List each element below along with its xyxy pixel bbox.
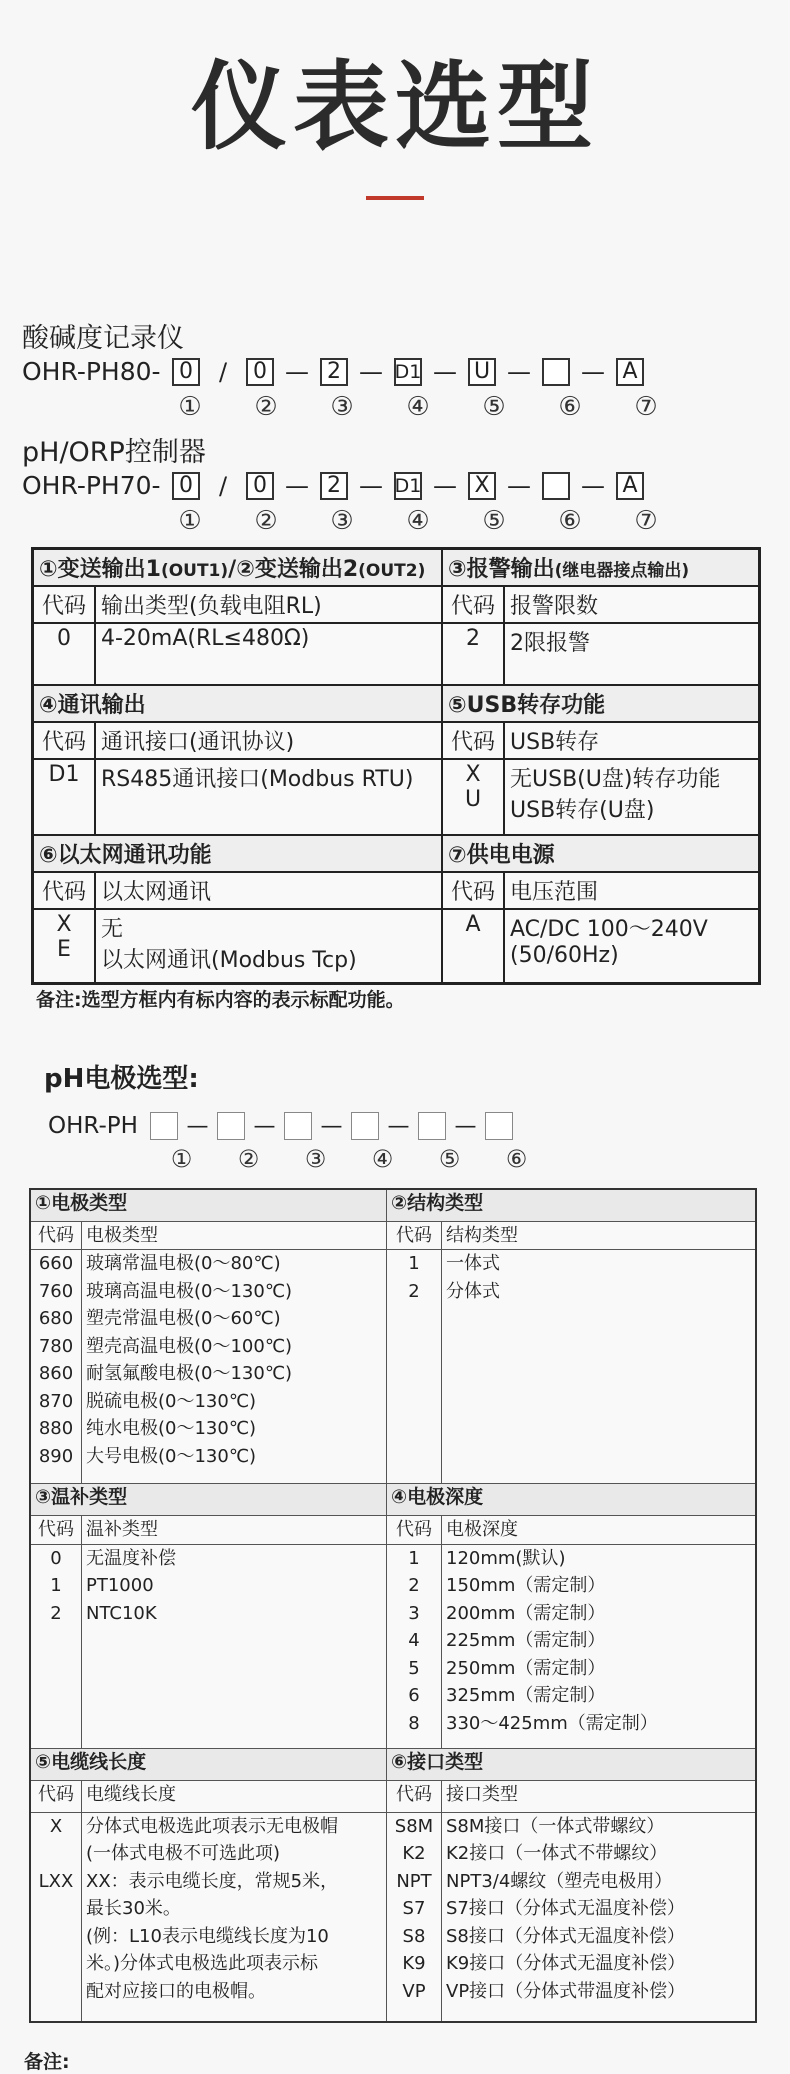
page-title: 仪表选型 [191,51,599,163]
separator: — [433,357,457,386]
position-number: ⑦ [634,392,658,422]
separator: — [359,471,383,500]
table2-note: 备注: [24,2051,70,2073]
option-value: AC/DC 100～240V (50/60Hz) [504,909,760,983]
option-box: 0 [246,358,274,386]
position-number: ⑤ [438,1145,461,1173]
column-header: 以太网通讯 [95,872,442,909]
product1-position-numbers [152,392,684,422]
option-box: A [616,472,644,500]
option-box [542,472,570,500]
section-connector-header: ⑥接口类型 [387,1748,757,1780]
column-header: 输出类型(负载电阻RL) [95,586,442,623]
column-header: USB转存 [504,722,760,759]
option-value: 120mm(默认) 150mm（需定制） 200mm（需定制） 225mm（需定制） 250mm（需定制） 325mm（需定制） 330～425mm（需定制） [442,1544,757,1748]
product2-name: pH/ORP控制器 [22,437,206,468]
separator: — [507,471,531,500]
position-number: ⑥ [558,506,582,536]
separator: — [387,1113,410,1139]
option-box: A [616,358,644,386]
title-divider [366,196,424,200]
position-number: ③ [330,392,354,422]
column-header: 温补类型 [82,1516,387,1545]
option-value: RS485通讯接口(Modbus RTU) [95,759,442,835]
electrode-position-numbers [148,1145,550,1173]
column-header: 电极类型 [82,1221,387,1250]
position-number: ① [170,1145,193,1173]
section-output-header: ①变送输出1(OUT1)/②变送输出2(OUT2) [33,549,443,587]
separator: — [253,1113,276,1139]
section-electrode-type-header: ①电极类型 [30,1189,387,1221]
code-label: 代码 [442,722,504,759]
separator: / [218,357,228,386]
separator: — [454,1113,477,1139]
position-number: ④ [406,506,430,536]
column-header: 报警限数 [504,586,760,623]
position-number: ④ [371,1145,394,1173]
option-value: 无USB(U盘)转存功能 USB转存(U盘) [504,759,760,835]
position-number: ③ [304,1145,327,1173]
model-prefix: OHR-PH70- [22,471,161,500]
option-value: 4-20mA(RL≤480Ω) [95,623,442,685]
separator: — [581,357,605,386]
column-header: 通讯接口(通讯协议) [95,722,442,759]
product1-name: 酸碱度记录仪 [22,323,184,354]
code-label: 代码 [442,586,504,623]
section-alarm-header: ③报警输出(继电器接点输出) [442,549,760,587]
column-header: 接口类型 [442,1780,757,1812]
separator: — [320,1113,343,1139]
option-code: X U [442,759,504,835]
section-depth-header: ④电极深度 [387,1484,757,1516]
option-code: 660 760 680 780 860 870 880 890 [30,1250,82,1484]
option-code: 1 2 [387,1250,442,1484]
column-header: 电压范围 [504,872,760,909]
option-box [351,1112,379,1140]
option-box: 0 [246,472,274,500]
position-number: ⑥ [558,392,582,422]
option-box: U [468,358,496,386]
code-label: 代码 [387,1221,442,1250]
option-box [150,1112,178,1140]
option-value: 分体式电极选此项表示无电极帽 (一体式电极不可选此项) XX：表示电缆长度，常规5米， 最长30米。 (例：L10表示电缆线长度为10 米。)分体式电极选此项表示标 配对应接口的电极帽。 [82,1812,387,2022]
option-code: D1 [33,759,96,835]
code-label: 代码 [387,1516,442,1545]
section-temp-comp-header: ③温补类型 [30,1484,387,1516]
option-code: X LXX [30,1812,82,2022]
column-header: 电缆线长度 [82,1780,387,1812]
separator: / [218,471,228,500]
option-box: D1 [394,358,422,386]
electrode-heading: pH电极选型: [44,1064,199,1094]
position-number: ② [254,506,278,536]
electrode-model-code [48,1112,513,1140]
option-box [284,1112,312,1140]
model-prefix: OHR-PH80- [22,357,161,386]
option-box: D1 [394,472,422,500]
code-label: 代码 [33,872,96,909]
position-number: ① [178,392,202,422]
option-box: 0 [172,358,200,386]
position-number: ⑦ [634,506,658,536]
option-value: 2限报警 [504,623,760,685]
position-number: ② [237,1145,260,1173]
position-number: ⑤ [482,392,506,422]
product2-model-code [22,471,644,500]
section-usb-header: ⑤USB转存功能 [442,685,760,722]
product2-position-numbers [152,506,684,536]
option-code: X E [33,909,96,983]
option-code: A [442,909,504,983]
model-prefix: OHR-PH [48,1113,138,1139]
option-code: 0 [33,623,96,685]
option-value: 无温度补偿 PT1000 NTC10K [82,1544,387,1748]
electrode-options-table [29,1188,757,2023]
code-label: 代码 [33,722,96,759]
code-label: 代码 [442,872,504,909]
separator: — [285,471,309,500]
column-header: 结构类型 [442,1221,757,1250]
code-label: 代码 [30,1221,82,1250]
separator: — [285,357,309,386]
separator: — [359,357,383,386]
option-value: 无 以太网通讯(Modbus Tcp) [95,909,442,983]
option-box: 0 [172,472,200,500]
separator: — [581,471,605,500]
position-number: ② [254,392,278,422]
option-code: 1 2 3 4 5 6 8 [387,1544,442,1748]
option-box [542,358,570,386]
option-box [217,1112,245,1140]
option-box: X [468,472,496,500]
separator: — [507,357,531,386]
section-comm-header: ④通讯输出 [33,685,443,722]
position-number: ③ [330,506,354,536]
code-label: 代码 [30,1780,82,1812]
option-box: 2 [320,358,348,386]
separator: — [433,471,457,500]
option-box [485,1112,513,1140]
column-header: 电极深度 [442,1516,757,1545]
code-label: 代码 [30,1516,82,1545]
position-number: ⑥ [505,1145,528,1173]
table1-note: 备注:选型方框内有标内容的表示标配功能。 [36,989,405,1011]
code-label: 代码 [33,586,96,623]
option-code: 2 [442,623,504,685]
position-number: ④ [406,392,430,422]
section-ethernet-header: ⑥以太网通讯功能 [33,835,443,872]
position-number: ⑤ [482,506,506,536]
separator: — [186,1113,209,1139]
section-power-header: ⑦供电电源 [442,835,760,872]
option-box: 2 [320,472,348,500]
product1-model-code [22,357,644,386]
section-structure-header: ②结构类型 [387,1189,757,1221]
code-label: 代码 [387,1780,442,1812]
option-value: 玻璃常温电极(0～80℃) 玻璃高温电极(0～130℃) 塑壳常温电极(0～60℃) 塑壳高温电极(0～100℃) 耐氢氟酸电极(0～130℃) 脱硫电极(0～130℃) 纯水电极(0～130℃) 大号电极(0～130℃) [82,1250,387,1484]
option-value: 一体式 分体式 [442,1250,757,1484]
position-number: ① [178,506,202,536]
option-code: 0 1 2 [30,1544,82,1748]
option-box [418,1112,446,1140]
section-cable-header: ⑤电缆线长度 [30,1748,387,1780]
instrument-options-table [31,547,761,985]
option-code: S8M K2 NPT S7 S8 K9 VP [387,1812,442,2022]
option-value: S8M接口（一体式带螺纹） K2接口（一体式不带螺纹） NPT3/4螺纹（塑壳电极用） S7接口（分体式无温度补偿） S8接口（分体式无温度补偿） K9接口（分体式无温度补偿） VP接口（分体式带温度补偿） [442,1812,757,2022]
